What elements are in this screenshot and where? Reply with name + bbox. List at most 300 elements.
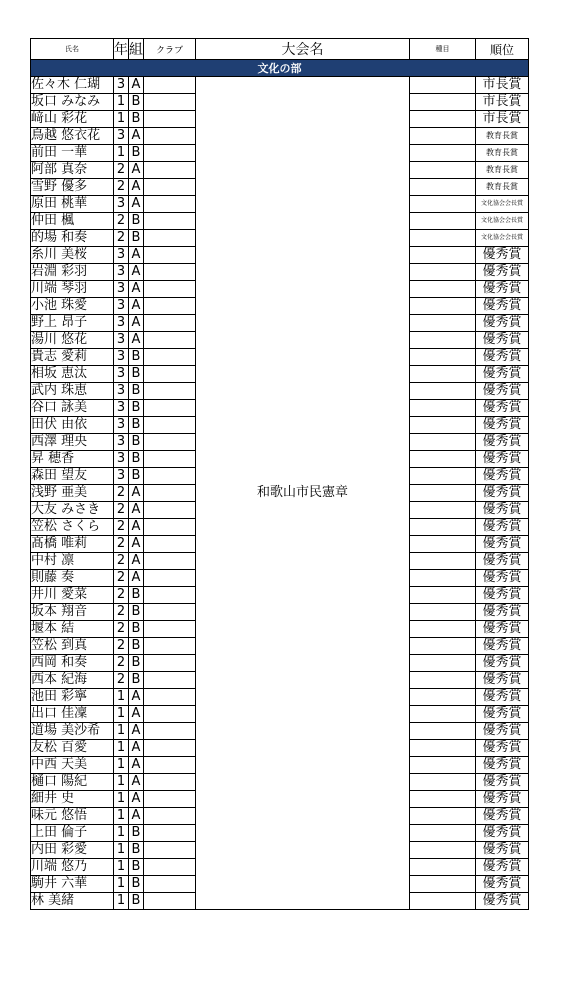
student-class: B xyxy=(129,383,144,400)
student-grade: 1 xyxy=(114,859,129,876)
club-cell xyxy=(144,689,196,706)
student-class: A xyxy=(129,196,144,213)
student-name: 小池 珠愛 xyxy=(31,298,114,315)
student-grade: 2 xyxy=(114,655,129,672)
category-cell xyxy=(410,876,476,893)
student-name: 糸川 美桜 xyxy=(31,247,114,264)
student-name: 西澤 理央 xyxy=(31,434,114,451)
student-class: A xyxy=(129,485,144,502)
student-name: 湯川 悠花 xyxy=(31,332,114,349)
category-cell xyxy=(410,825,476,842)
club-cell xyxy=(144,94,196,111)
student-class: A xyxy=(129,128,144,145)
student-name: 雪野 優多 xyxy=(31,179,114,196)
student-grade: 1 xyxy=(114,145,129,162)
category-cell xyxy=(410,400,476,417)
student-grade: 2 xyxy=(114,485,129,502)
student-grade: 2 xyxy=(114,638,129,655)
club-cell xyxy=(144,519,196,536)
rank-cell: 優秀賞 xyxy=(476,247,529,264)
rank-cell: 優秀賞 xyxy=(476,706,529,723)
rank-cell: 優秀賞 xyxy=(476,587,529,604)
rank-cell: 優秀賞 xyxy=(476,536,529,553)
club-cell xyxy=(144,723,196,740)
club-cell xyxy=(144,893,196,910)
student-grade: 3 xyxy=(114,417,129,434)
student-grade: 1 xyxy=(114,757,129,774)
student-grade: 3 xyxy=(114,349,129,366)
student-name: 佐々木 仁瑚 xyxy=(31,77,114,94)
student-name: 則藤 奏 xyxy=(31,570,114,587)
category-cell xyxy=(410,128,476,145)
student-name: 浅野 亜美 xyxy=(31,485,114,502)
category-cell xyxy=(410,247,476,264)
club-cell xyxy=(144,740,196,757)
student-name: 岩淵 彩羽 xyxy=(31,264,114,281)
rank-cell: 優秀賞 xyxy=(476,859,529,876)
rank-cell: 教育長賞 xyxy=(476,179,529,196)
club-cell xyxy=(144,621,196,638)
rank-cell: 文化協会会長賞 xyxy=(476,196,529,213)
student-class: B xyxy=(129,621,144,638)
student-name: 中村 凛 xyxy=(31,553,114,570)
club-cell xyxy=(144,604,196,621)
club-cell xyxy=(144,349,196,366)
category-cell xyxy=(410,774,476,791)
club-cell xyxy=(144,876,196,893)
table-row xyxy=(31,77,529,94)
student-grade: 3 xyxy=(114,298,129,315)
rank-cell: 優秀賞 xyxy=(476,791,529,808)
student-grade: 3 xyxy=(114,434,129,451)
award-table xyxy=(30,38,529,910)
student-grade: 1 xyxy=(114,842,129,859)
rank-cell: 市長賞 xyxy=(476,77,529,94)
student-grade: 3 xyxy=(114,468,129,485)
category-cell xyxy=(410,740,476,757)
category-cell xyxy=(410,672,476,689)
rank-cell: 優秀賞 xyxy=(476,485,529,502)
student-class: A xyxy=(129,179,144,196)
student-name: 堰本 結 xyxy=(31,621,114,638)
category-cell xyxy=(410,859,476,876)
category-cell xyxy=(410,723,476,740)
student-class: A xyxy=(129,77,144,94)
club-cell xyxy=(144,825,196,842)
club-cell xyxy=(144,502,196,519)
club-cell xyxy=(144,774,196,791)
student-grade: 2 xyxy=(114,179,129,196)
category-cell xyxy=(410,655,476,672)
student-name: 細井 史 xyxy=(31,791,114,808)
club-cell xyxy=(144,213,196,230)
student-grade: 1 xyxy=(114,723,129,740)
student-grade: 2 xyxy=(114,502,129,519)
header-grade: 年 xyxy=(114,39,129,60)
student-class: B xyxy=(129,638,144,655)
club-cell xyxy=(144,196,196,213)
student-class: A xyxy=(129,536,144,553)
category-cell xyxy=(410,842,476,859)
student-grade: 1 xyxy=(114,689,129,706)
student-name: 﨑山 彩花 xyxy=(31,111,114,128)
rank-cell: 優秀賞 xyxy=(476,689,529,706)
student-grade: 3 xyxy=(114,383,129,400)
club-cell xyxy=(144,230,196,247)
club-cell xyxy=(144,247,196,264)
category-cell xyxy=(410,468,476,485)
student-class: A xyxy=(129,808,144,825)
student-class: B xyxy=(129,230,144,247)
category-cell xyxy=(410,808,476,825)
student-class: A xyxy=(129,740,144,757)
student-grade: 1 xyxy=(114,808,129,825)
club-cell xyxy=(144,179,196,196)
student-grade: 2 xyxy=(114,553,129,570)
category-cell xyxy=(410,706,476,723)
student-name: 武内 珠恵 xyxy=(31,383,114,400)
student-class: A xyxy=(129,247,144,264)
category-cell xyxy=(410,77,476,94)
club-cell xyxy=(144,468,196,485)
rank-cell: 文化協会会長賞 xyxy=(476,230,529,247)
club-cell xyxy=(144,451,196,468)
student-name: 井川 愛菜 xyxy=(31,587,114,604)
student-name: 坂本 翔音 xyxy=(31,604,114,621)
club-cell xyxy=(144,332,196,349)
rank-cell: 文化協会会長賞 xyxy=(476,213,529,230)
student-class: B xyxy=(129,825,144,842)
student-name: 髙橋 唯莉 xyxy=(31,536,114,553)
rank-cell: 優秀賞 xyxy=(476,723,529,740)
section-title: 文化の部 xyxy=(31,60,529,77)
student-name: 駒井 六華 xyxy=(31,876,114,893)
student-class: B xyxy=(129,672,144,689)
student-name: 田伏 由依 xyxy=(31,417,114,434)
student-class: A xyxy=(129,298,144,315)
student-name: 池田 彩寧 xyxy=(31,689,114,706)
header-row xyxy=(31,39,529,60)
student-class: A xyxy=(129,774,144,791)
student-grade: 2 xyxy=(114,162,129,179)
student-grade: 3 xyxy=(114,196,129,213)
category-cell xyxy=(410,162,476,179)
category-cell xyxy=(410,587,476,604)
header-category: 種目 xyxy=(410,39,476,60)
student-grade: 1 xyxy=(114,825,129,842)
club-cell xyxy=(144,706,196,723)
student-class: A xyxy=(129,689,144,706)
student-class: B xyxy=(129,859,144,876)
student-grade: 3 xyxy=(114,366,129,383)
category-cell xyxy=(410,638,476,655)
rank-cell: 優秀賞 xyxy=(476,621,529,638)
rank-cell: 優秀賞 xyxy=(476,553,529,570)
category-cell xyxy=(410,332,476,349)
category-cell xyxy=(410,519,476,536)
category-cell xyxy=(410,536,476,553)
category-cell xyxy=(410,502,476,519)
club-cell xyxy=(144,808,196,825)
category-cell xyxy=(410,417,476,434)
student-name: 西本 紀海 xyxy=(31,672,114,689)
student-grade: 2 xyxy=(114,570,129,587)
student-grade: 2 xyxy=(114,672,129,689)
student-name: 谷口 詠美 xyxy=(31,400,114,417)
student-name: 貴志 愛莉 xyxy=(31,349,114,366)
student-grade: 2 xyxy=(114,536,129,553)
student-grade: 3 xyxy=(114,315,129,332)
student-name: 鳥越 悠衣花 xyxy=(31,128,114,145)
student-grade: 1 xyxy=(114,94,129,111)
student-grade: 1 xyxy=(114,774,129,791)
student-class: A xyxy=(129,502,144,519)
rank-cell: 優秀賞 xyxy=(476,740,529,757)
student-name: 川端 琴羽 xyxy=(31,281,114,298)
category-cell xyxy=(410,553,476,570)
student-class: A xyxy=(129,706,144,723)
rank-cell: 優秀賞 xyxy=(476,298,529,315)
rank-cell: 優秀賞 xyxy=(476,638,529,655)
club-cell xyxy=(144,281,196,298)
rank-cell: 教育長賞 xyxy=(476,128,529,145)
student-name: 上田 倫子 xyxy=(31,825,114,842)
student-grade: 1 xyxy=(114,706,129,723)
student-class: B xyxy=(129,400,144,417)
rank-cell: 優秀賞 xyxy=(476,315,529,332)
student-name: 原田 桃華 xyxy=(31,196,114,213)
student-grade: 3 xyxy=(114,264,129,281)
student-name: 前田 一華 xyxy=(31,145,114,162)
club-cell xyxy=(144,298,196,315)
student-grade: 3 xyxy=(114,332,129,349)
category-cell xyxy=(410,383,476,400)
rank-cell: 市長賞 xyxy=(476,94,529,111)
rank-cell: 優秀賞 xyxy=(476,604,529,621)
club-cell xyxy=(144,791,196,808)
student-grade: 3 xyxy=(114,128,129,145)
rank-cell: 優秀賞 xyxy=(476,264,529,281)
student-name: 内田 彩愛 xyxy=(31,842,114,859)
category-cell xyxy=(410,94,476,111)
club-cell xyxy=(144,842,196,859)
rank-cell: 優秀賞 xyxy=(476,366,529,383)
category-cell xyxy=(410,281,476,298)
club-cell xyxy=(144,128,196,145)
student-name: 笠松 到真 xyxy=(31,638,114,655)
rank-cell: 優秀賞 xyxy=(476,672,529,689)
club-cell xyxy=(144,672,196,689)
student-name: 坂口 みなみ xyxy=(31,94,114,111)
student-class: A xyxy=(129,162,144,179)
rank-cell: 優秀賞 xyxy=(476,774,529,791)
category-cell xyxy=(410,621,476,638)
club-cell xyxy=(144,264,196,281)
club-cell xyxy=(144,859,196,876)
student-grade: 2 xyxy=(114,587,129,604)
rank-cell: 優秀賞 xyxy=(476,281,529,298)
student-grade: 3 xyxy=(114,77,129,94)
student-name: 林 美緒 xyxy=(31,893,114,910)
club-cell xyxy=(144,638,196,655)
student-class: A xyxy=(129,723,144,740)
club-cell xyxy=(144,485,196,502)
rank-cell: 優秀賞 xyxy=(476,417,529,434)
student-grade: 3 xyxy=(114,451,129,468)
rank-cell: 教育長賞 xyxy=(476,162,529,179)
category-cell xyxy=(410,179,476,196)
category-cell xyxy=(410,604,476,621)
student-class: A xyxy=(129,757,144,774)
club-cell xyxy=(144,366,196,383)
student-grade: 3 xyxy=(114,247,129,264)
student-class: B xyxy=(129,893,144,910)
student-name: 友松 百愛 xyxy=(31,740,114,757)
rank-cell: 優秀賞 xyxy=(476,383,529,400)
student-class: A xyxy=(129,264,144,281)
student-class: A xyxy=(129,519,144,536)
student-name: 中西 天美 xyxy=(31,757,114,774)
student-class: A xyxy=(129,791,144,808)
club-cell xyxy=(144,553,196,570)
student-name: 樋口 陽紀 xyxy=(31,774,114,791)
rank-cell: 優秀賞 xyxy=(476,570,529,587)
student-name: 昇 穂香 xyxy=(31,451,114,468)
club-cell xyxy=(144,315,196,332)
category-cell xyxy=(410,485,476,502)
club-cell xyxy=(144,536,196,553)
student-grade: 2 xyxy=(114,213,129,230)
student-class: B xyxy=(129,366,144,383)
student-class: B xyxy=(129,468,144,485)
rank-cell: 優秀賞 xyxy=(476,519,529,536)
section-row xyxy=(31,60,529,77)
header-class: 組 xyxy=(129,39,144,60)
rank-cell: 優秀賞 xyxy=(476,349,529,366)
student-name: 大友 みさき xyxy=(31,502,114,519)
category-cell xyxy=(410,264,476,281)
student-name: 仲田 楓 xyxy=(31,213,114,230)
student-grade: 2 xyxy=(114,621,129,638)
header-rank: 順位 xyxy=(476,39,529,60)
student-class: B xyxy=(129,349,144,366)
student-grade: 3 xyxy=(114,400,129,417)
student-name: 的場 和奏 xyxy=(31,230,114,247)
student-class: B xyxy=(129,434,144,451)
category-cell xyxy=(410,349,476,366)
category-cell xyxy=(410,689,476,706)
category-cell xyxy=(410,213,476,230)
club-cell xyxy=(144,77,196,94)
student-grade: 1 xyxy=(114,740,129,757)
student-grade: 2 xyxy=(114,604,129,621)
student-name: 阿部 真奈 xyxy=(31,162,114,179)
category-cell xyxy=(410,893,476,910)
category-cell xyxy=(410,570,476,587)
rank-cell: 市長賞 xyxy=(476,111,529,128)
category-cell xyxy=(410,315,476,332)
student-class: B xyxy=(129,876,144,893)
category-cell xyxy=(410,111,476,128)
header-event: 大会名 xyxy=(196,39,410,60)
rank-cell: 優秀賞 xyxy=(476,332,529,349)
student-grade: 1 xyxy=(114,893,129,910)
student-class: B xyxy=(129,417,144,434)
rank-cell: 教育長賞 xyxy=(476,145,529,162)
student-class: B xyxy=(129,587,144,604)
student-class: A xyxy=(129,315,144,332)
student-grade: 3 xyxy=(114,281,129,298)
student-class: B xyxy=(129,94,144,111)
category-cell xyxy=(410,145,476,162)
student-grade: 2 xyxy=(114,230,129,247)
student-grade: 1 xyxy=(114,876,129,893)
student-name: 西岡 和奏 xyxy=(31,655,114,672)
club-cell xyxy=(144,587,196,604)
category-cell xyxy=(410,757,476,774)
rank-cell: 優秀賞 xyxy=(476,825,529,842)
student-class: A xyxy=(129,281,144,298)
rank-cell: 優秀賞 xyxy=(476,893,529,910)
student-name: 出口 佳凜 xyxy=(31,706,114,723)
student-name: 森田 望友 xyxy=(31,468,114,485)
club-cell xyxy=(144,400,196,417)
club-cell xyxy=(144,383,196,400)
student-name: 野上 昂子 xyxy=(31,315,114,332)
student-class: B xyxy=(129,451,144,468)
student-name: 川端 悠乃 xyxy=(31,859,114,876)
event-name: 和歌山市民憲章 xyxy=(196,77,410,910)
category-cell xyxy=(410,791,476,808)
rank-cell: 優秀賞 xyxy=(476,808,529,825)
club-cell xyxy=(144,570,196,587)
student-class: B xyxy=(129,145,144,162)
student-class: A xyxy=(129,553,144,570)
student-class: B xyxy=(129,111,144,128)
header-club: クラブ xyxy=(144,39,196,60)
student-class: B xyxy=(129,213,144,230)
student-class: B xyxy=(129,604,144,621)
rank-cell: 優秀賞 xyxy=(476,400,529,417)
rank-cell: 優秀賞 xyxy=(476,757,529,774)
category-cell xyxy=(410,230,476,247)
club-cell xyxy=(144,162,196,179)
category-cell xyxy=(410,451,476,468)
student-name: 味元 悠悟 xyxy=(31,808,114,825)
category-cell xyxy=(410,196,476,213)
student-name: 相坂 恵汰 xyxy=(31,366,114,383)
rank-cell: 優秀賞 xyxy=(476,876,529,893)
student-grade: 1 xyxy=(114,791,129,808)
club-cell xyxy=(144,417,196,434)
club-cell xyxy=(144,434,196,451)
student-class: A xyxy=(129,332,144,349)
rank-cell: 優秀賞 xyxy=(476,468,529,485)
rank-cell: 優秀賞 xyxy=(476,842,529,859)
student-name: 道場 美沙希 xyxy=(31,723,114,740)
rank-cell: 優秀賞 xyxy=(476,502,529,519)
student-class: B xyxy=(129,842,144,859)
rank-cell: 優秀賞 xyxy=(476,434,529,451)
category-cell xyxy=(410,366,476,383)
club-cell xyxy=(144,757,196,774)
category-cell xyxy=(410,298,476,315)
student-name: 笠松 さくら xyxy=(31,519,114,536)
rank-cell: 優秀賞 xyxy=(476,451,529,468)
header-name: 氏名 xyxy=(31,39,114,60)
student-class: A xyxy=(129,570,144,587)
category-cell xyxy=(410,434,476,451)
